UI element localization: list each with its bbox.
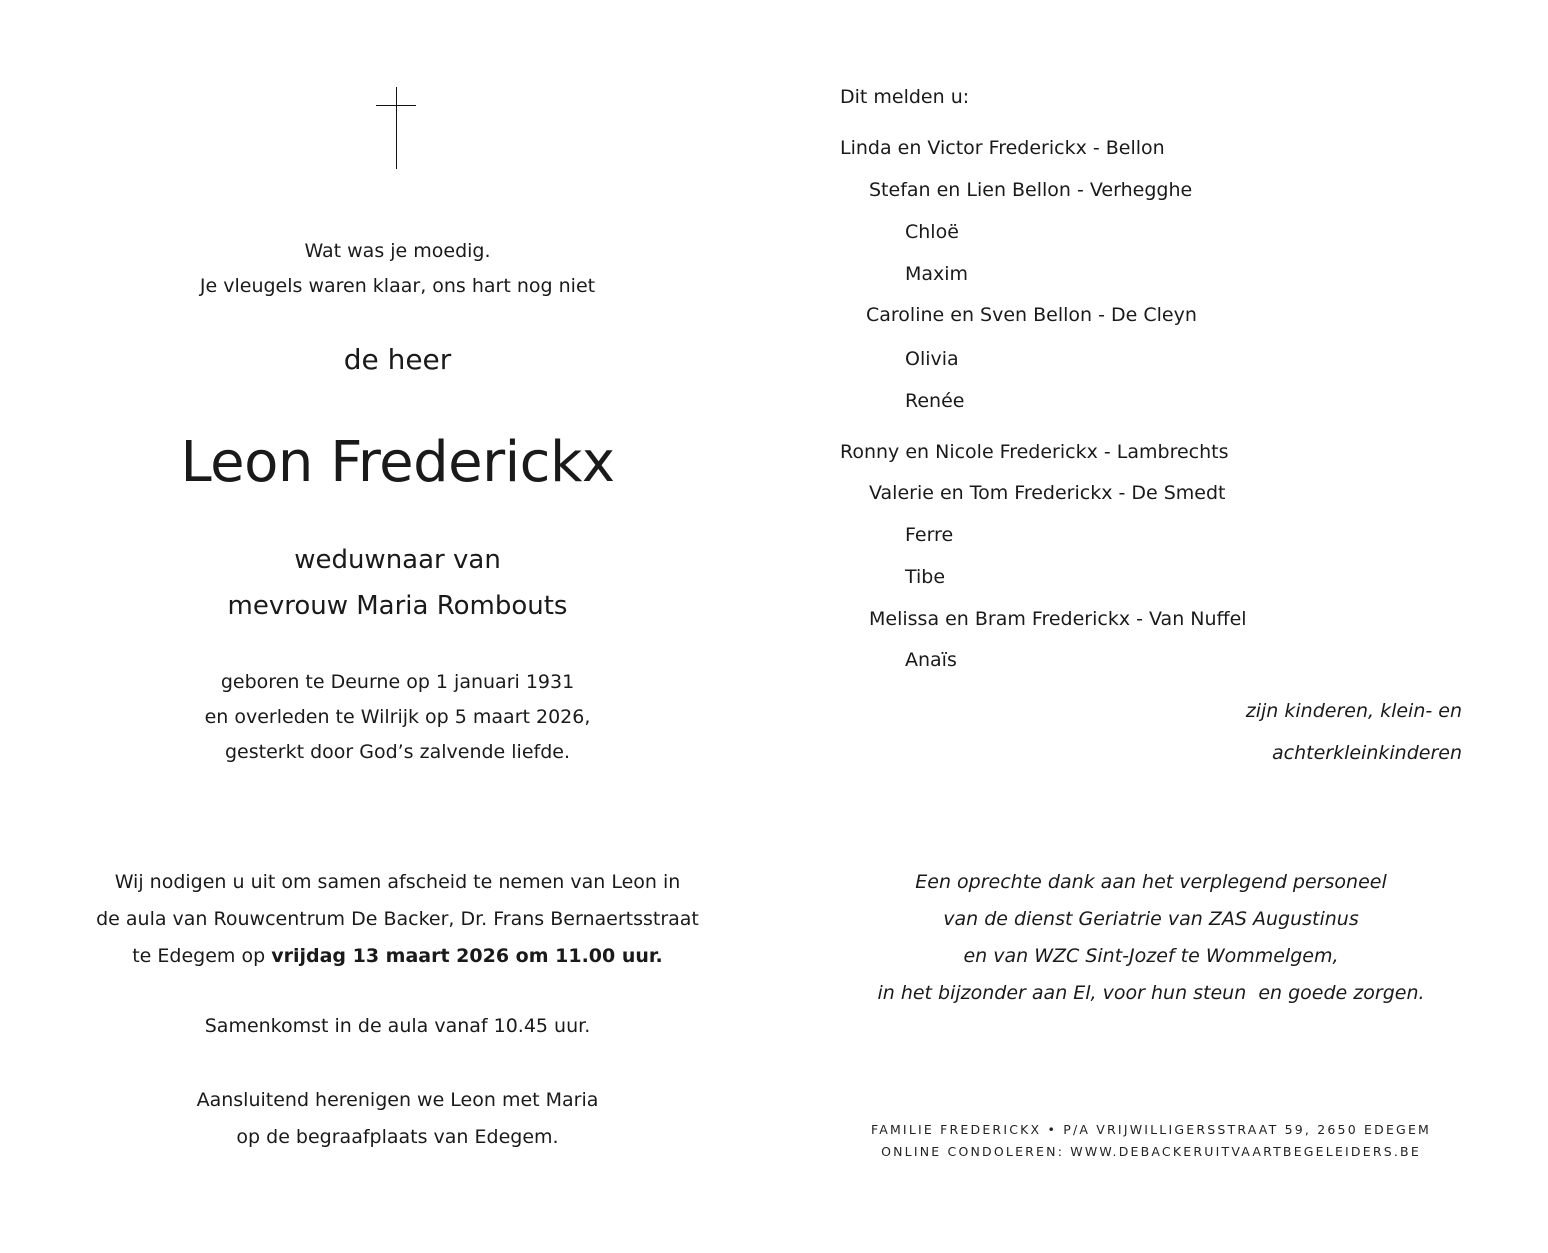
cross-horizontal <box>376 105 416 106</box>
thanks-line-2: van de dienst Geriatrie van ZAS Augustinus <box>943 908 1359 930</box>
invite-line-3 <box>0 938 795 975</box>
motto <box>0 234 795 304</box>
family-member: Linda en Victor Frederickx - Bellon <box>840 137 1165 159</box>
condolence-website: ONLINE CONDOLEREN: WWW.DEBACKERUITVAARTBEGELEIDERS.BE <box>881 1144 1421 1159</box>
burial-info <box>0 1082 795 1156</box>
family-member: Ferre <box>905 524 954 546</box>
strengthened-line: gesterkt door God’s zalvende liefde. <box>224 741 571 763</box>
cross-vertical <box>396 87 397 169</box>
widower-of <box>0 537 795 629</box>
family-member: Anaïs <box>905 649 957 671</box>
burial-line-1: Aansluitend herenigen we Leon met Maria <box>196 1089 599 1111</box>
burial-line-2: op de begraafplaats van Edegem. <box>236 1126 559 1148</box>
widower-line-2: mevrouw Maria Rombouts <box>227 591 568 621</box>
motto-line-2: Je vleugels waren klaar, ons hart nog niet <box>199 275 596 297</box>
family-member: Olivia <box>905 348 959 370</box>
family-member: Chloë <box>905 221 959 243</box>
ceremony-datetime: vrijdag 13 maart 2026 om 11.00 uur. <box>271 945 663 967</box>
family-member: Renée <box>905 390 965 412</box>
relation-line-2: achterkleinkinderen <box>1272 742 1462 764</box>
died-line: en overleden te Wilrijk op 5 maart 2026, <box>204 706 591 728</box>
deceased-name: Leon Frederickx <box>180 430 615 495</box>
announcement-intro: Dit melden u: <box>840 86 970 108</box>
footer <box>800 1119 1502 1163</box>
family-member: Valerie en Tom Frederickx - De Smedt <box>869 482 1226 504</box>
thanks-line-3: en van WZC Sint-Jozef te Wommelgem, <box>963 945 1339 967</box>
family-address: FAMILIE FREDERICKX • P/A VRIJWILLIGERSSTRAAT 59, 2650 EDEGEM <box>870 1122 1432 1137</box>
thanks-line-4: in het bijzonder aan El, voor hun steun en goede zorgen. <box>877 982 1425 1004</box>
family-member: Melissa en Bram Frederickx - Van Nuffel <box>869 608 1247 630</box>
invite-line-2: de aula van Rouwcentrum De Backer, Dr. Frans Bernaertsstraat <box>96 908 699 930</box>
invitation <box>0 864 795 975</box>
thanks-line-1: Een oprechte dank aan het verplegend personeel <box>915 871 1387 893</box>
invite-line-1: Wij nodigen u uit om samen afscheid te nemen van Leon in <box>114 871 681 893</box>
born-line: geboren te Deurne op 1 januari 1931 <box>220 671 575 693</box>
family-member: Caroline en Sven Bellon - De Cleyn <box>866 304 1197 326</box>
relation-line-1: zijn kinderen, klein- en <box>1245 700 1462 722</box>
widower-line-1: weduwnaar van <box>294 545 501 575</box>
family-member: Maxim <box>905 263 969 285</box>
honorific: de heer <box>343 343 452 376</box>
family-member: Stefan en Lien Bellon - Verhegghe <box>869 179 1193 201</box>
thanks-message <box>800 864 1502 1012</box>
gathering-info: Samenkomst in de aula vanaf 10.45 uur. <box>204 1015 591 1037</box>
family-member: Tibe <box>905 566 946 588</box>
family-member: Ronny en Nicole Frederickx - Lambrechts <box>840 441 1229 463</box>
life-dates <box>0 665 795 770</box>
motto-line-1: Wat was je moedig. <box>304 240 491 262</box>
invite-line-3-prefix: te Edegem op <box>132 945 272 967</box>
cross-icon <box>376 87 416 169</box>
